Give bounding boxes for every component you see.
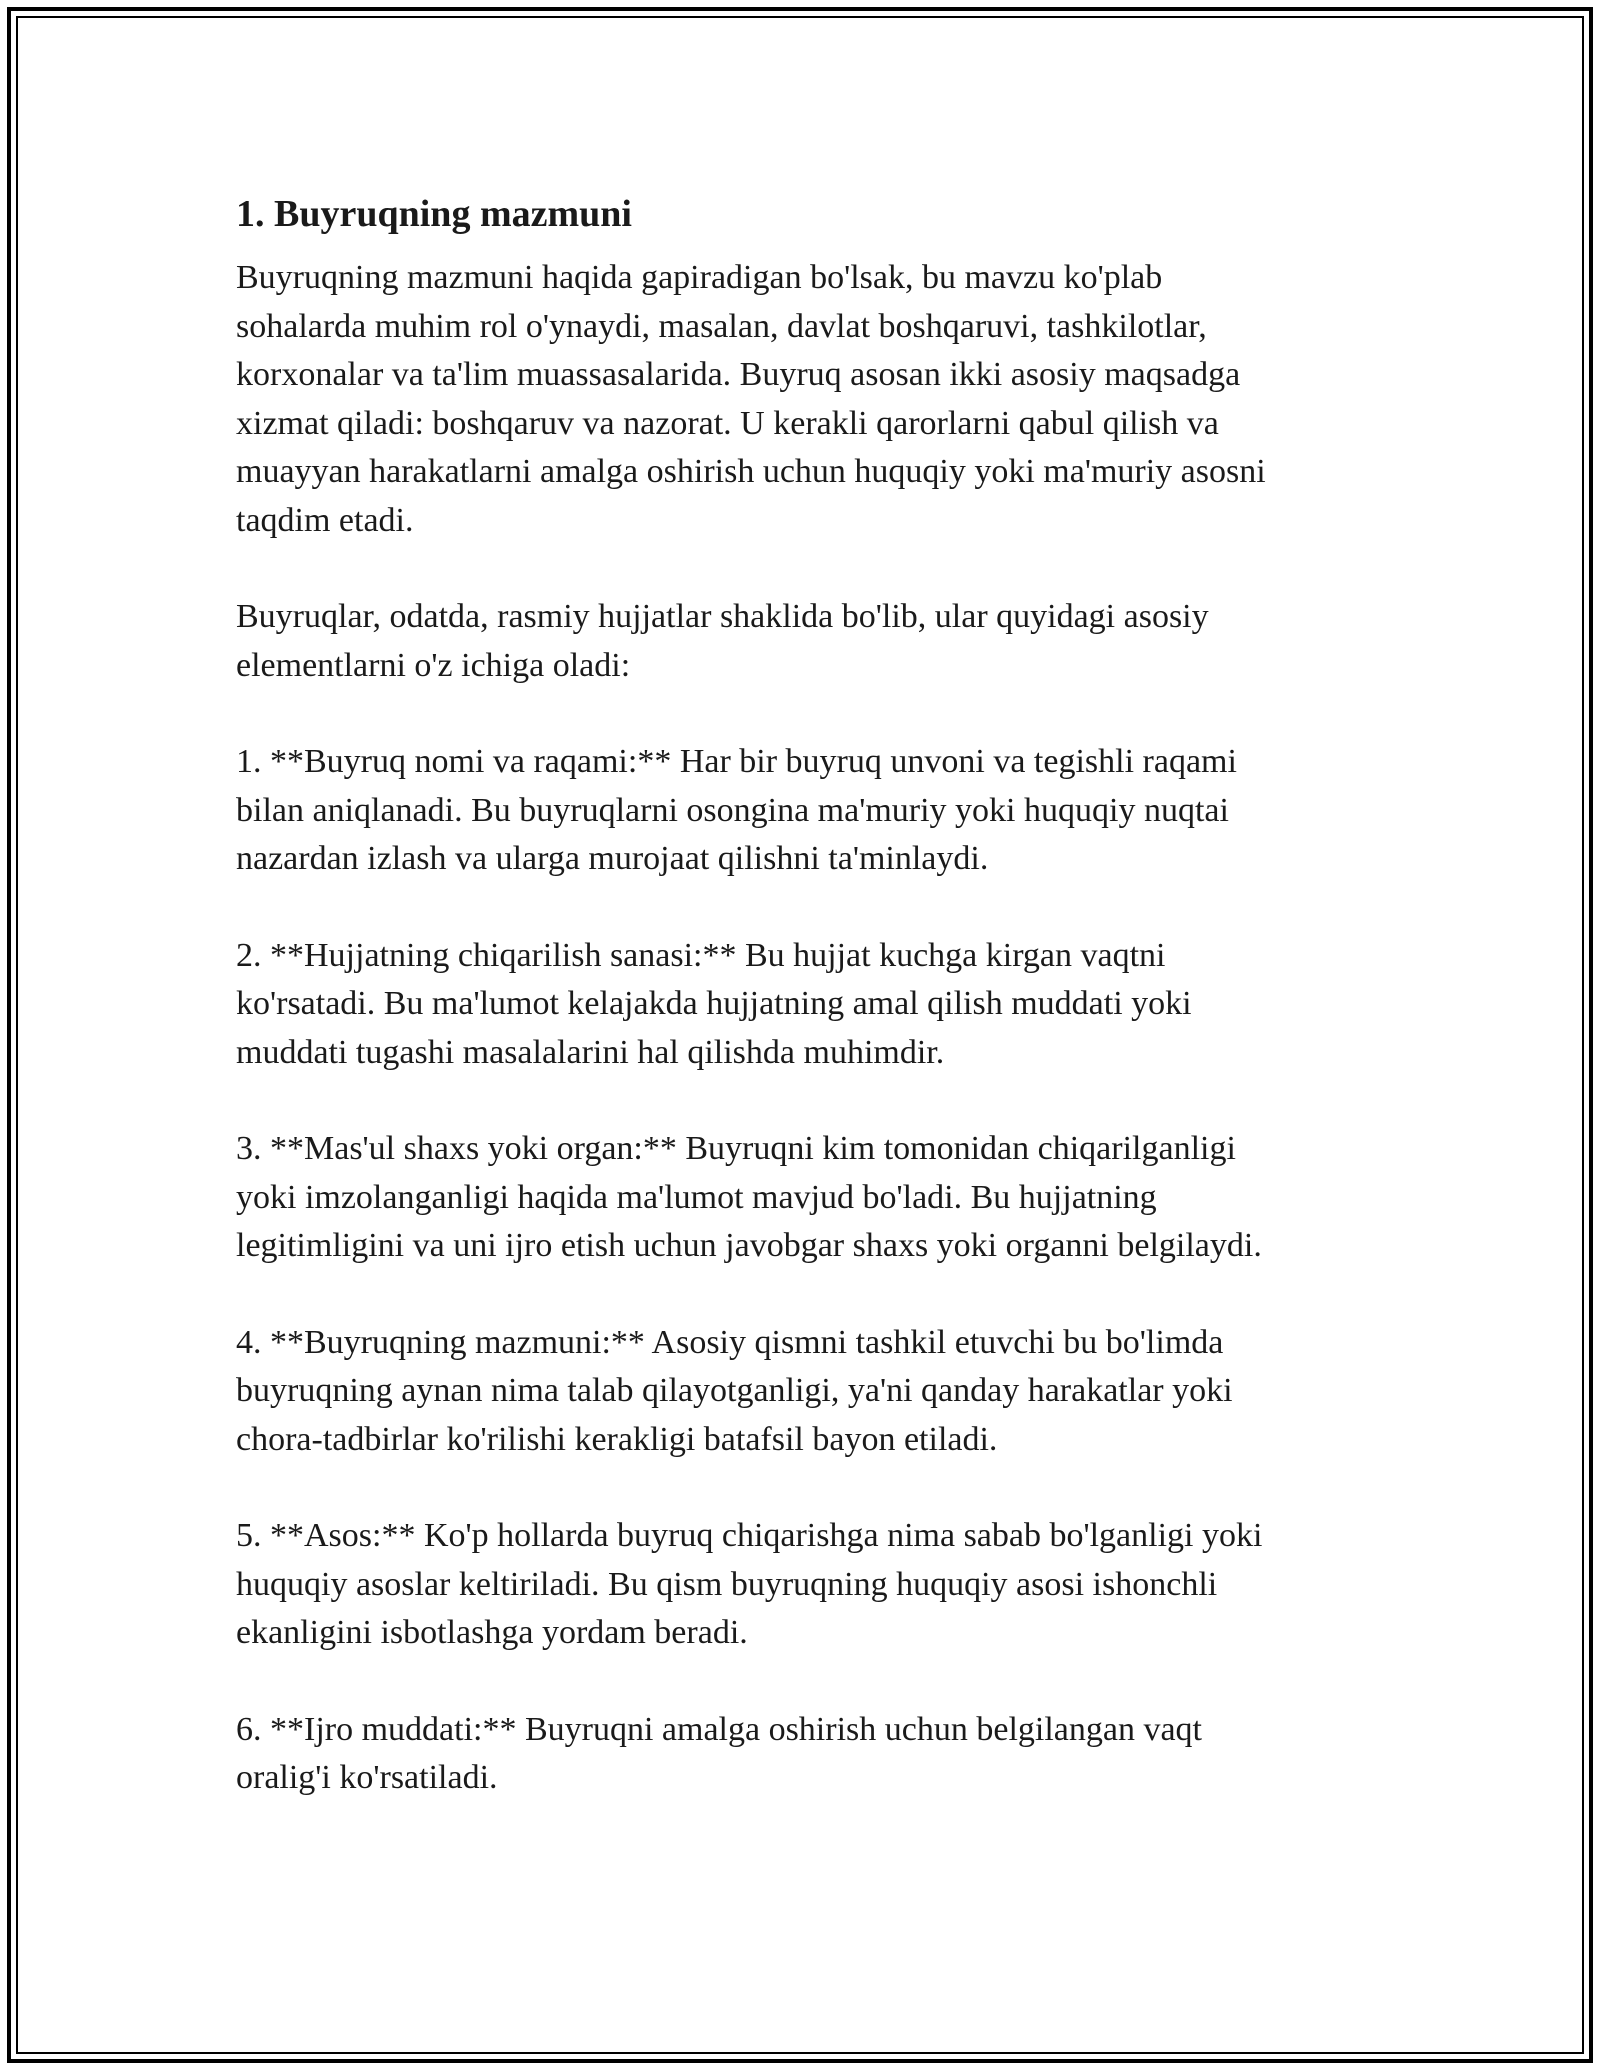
list-item-2: 2. **Hujjatning chiqarilish sanasi:** Bu hujjat kuchga kirgan vaqtni ko'rsatadi. Bu ma'lumot kelajakda hujjatning amal qilish muddati yoki muddati tugashi masalalarini hal qilishda muhimdir. — [236, 936, 1192, 1071]
list-item-4: 4. **Buyruqning mazmuni:** Asosiy qismni tashkil etuvchi bu bo'limda buyruqning aynan nima talab qilayotganligi, ya'ni qanday harakatlar yoki chora-tadbirlar ko'rilishi kerakligi batafsil bayon etiladi. — [236, 1323, 1233, 1458]
list-item-5: 5. **Asos:** Ko'p hollarda buyruq chiqarishga nima sabab bo'lganligi yoki huquqiy asoslar keltiriladi. Bu qism buyruqning huquqiy asosi ishonchli ekanligini isbotlashga yordam beradi. — [236, 1517, 1263, 1651]
list-item-6: 6. **Ijro muddati:** Buyruqni amalga oshirish uchun belgilangan vaqt oralig'i ko'rsatiladi. — [236, 1710, 1202, 1796]
document-body — [236, 188, 1364, 1851]
intro-paragraph: Buyruqning mazmuni haqida gapiradigan bo'lsak, bu mavzu ko'plab sohalarda muhim rol o'ynaydi, masalan, davlat boshqaruvi, tashkilotlar, korxonalar va ta'lim muassasalarida. Buyruq asosan ikki asosiy maqsadga xizmat qiladi: boshqaruv va nazorat. U kerakli qarorlarni qabul qilish va muayyan harakatlarni amalga oshirish uchun huquqiy yoki ma'muriy asosni taqdim etadi. — [236, 259, 1266, 539]
list-item-1: 1. **Buyruq nomi va raqami:** Har bir buyruq unvoni va tegishli raqami bilan aniqlanadi. Bu buyruqlarni osongina ma'muriy yoki huquqiy nuqtai nazardan izlash va ularga murojaat qilishni ta'minlaydi. — [236, 743, 1237, 877]
list-item-3: 3. **Mas'ul shaxs yoki organ:** Buyruqni kim tomonidan chiqarilganligi yoki imzolanganligi haqida ma'lumot mavjud bo'ladi. Bu hujjatning legitimligini va uni ijro etish uchun javobgar shaxs yoki organni belgilaydi. — [236, 1130, 1262, 1264]
section-heading: 1. Buyruqning mazmuni — [236, 193, 632, 235]
elements-intro-paragraph: Buyruqlar, odatda, rasmiy hujjatlar shaklida bo'lib, ular quyidagi asosiy elementlarni o'z ichiga oladi: — [236, 598, 1209, 684]
